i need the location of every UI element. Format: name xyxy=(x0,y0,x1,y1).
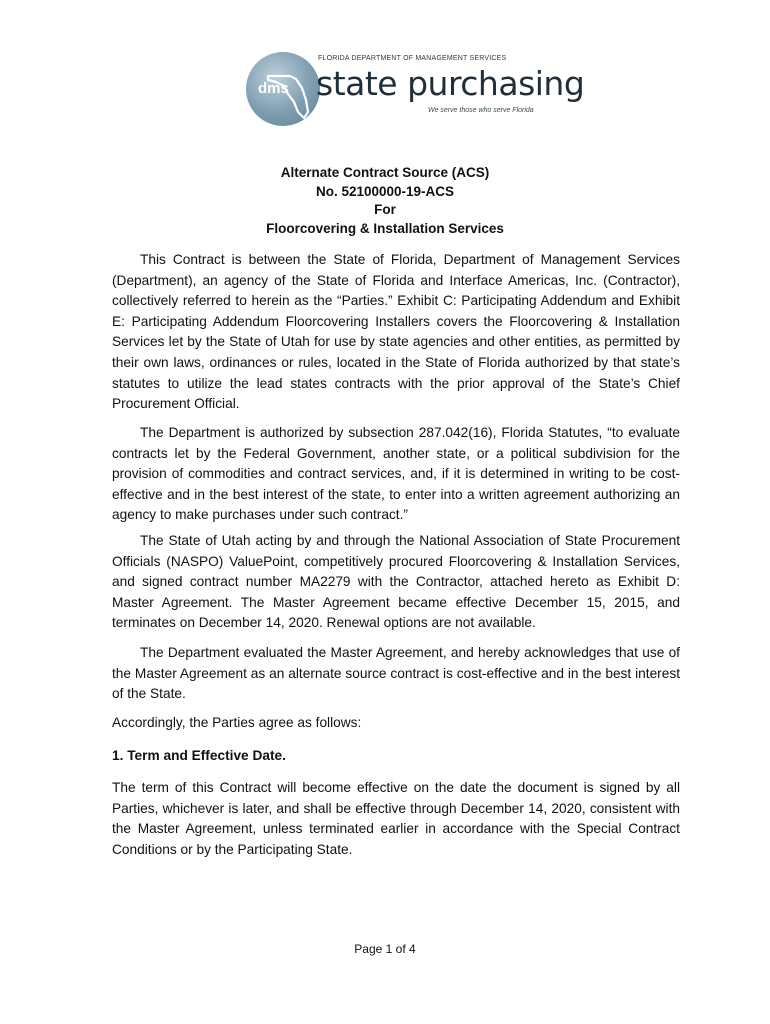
paragraph-term: The term of this Contract will become effective on the date the document is signed by all Parties, whichever is later, and shall be effective through December 14, 2020, consistent with the Master Agreement, unless terminated earlier in accordance with the Special Contract Conditions or by the Participating State. xyxy=(112,780,680,857)
paragraph-agreement: Accordingly, the Parties agree as follows: xyxy=(112,715,362,730)
paragraph-master-agreement: The State of Utah acting by and through the National Association of State Procurement Officials (NASPO) ValuePoint, competitively procured Floorcovering & Installation Services, and signed contract number MA2279 with the Contractor, attached hereto as Exhibit D: Master Agreement. The Master Agreement became effective December 15, 2015, and terminates on December 14, 2020. Renewal options are not available. xyxy=(112,533,680,631)
paragraph-authority: The Department is authorized by subsection 287.042(16), Florida Statutes, “to evaluate contracts let by the Federal Government, another state, or a political subdivision for the provision of commodities and contract services, and, if it is determined in writing to be cost-effective and in the best interest of the state, to enter into a written agreement authorizing an agency to make purchases under such contract.” xyxy=(112,425,680,523)
title-line-4: Floorcovering & Installation Services xyxy=(266,220,504,236)
title-line-3: For xyxy=(374,202,396,217)
document-title xyxy=(0,164,770,238)
state-purchasing-logo xyxy=(246,46,585,132)
logo-title: state purchasing xyxy=(316,64,585,103)
logo-tagline: We serve those who serve Florida xyxy=(428,107,534,114)
paragraph-evaluation: The Department evaluated the Master Agreement, and hereby acknowledges that use of the Master Agreement as an alternate source contract is cost-effective and in the best interest of the State. xyxy=(112,645,680,702)
paragraph-parties: This Contract is between the State of Florida, Department of Management Services (Department), an agency of the State of Florida and Interface Americas, Inc. (Contractor), collectively referred to herein as the “Parties.” Exhibit C: Participating Addendum and Exhibit E: Participating Addendum Floorcovering Installers covers the Floorcovering & Installation Services let by the State of Utah for use by state agencies and other entities, as permitted by their own laws, ordinances or rules, located in the State of Florida authorized by that state’s statutes to utilize the lead states contracts with the prior approval of the State’s Chief Procurement Official. xyxy=(112,252,680,412)
section-heading-term: 1. Term and Effective Date. xyxy=(112,748,286,763)
logo-org-name: FLORIDA DEPARTMENT OF MANAGEMENT SERVICES xyxy=(318,55,507,62)
title-line-2: No. 52100000-19-ACS xyxy=(315,183,455,199)
page-number: Page 1 of 4 xyxy=(354,942,416,956)
title-line-1: Alternate Contract Source (ACS) xyxy=(280,165,490,180)
logo-badge-text: dms xyxy=(258,80,289,97)
